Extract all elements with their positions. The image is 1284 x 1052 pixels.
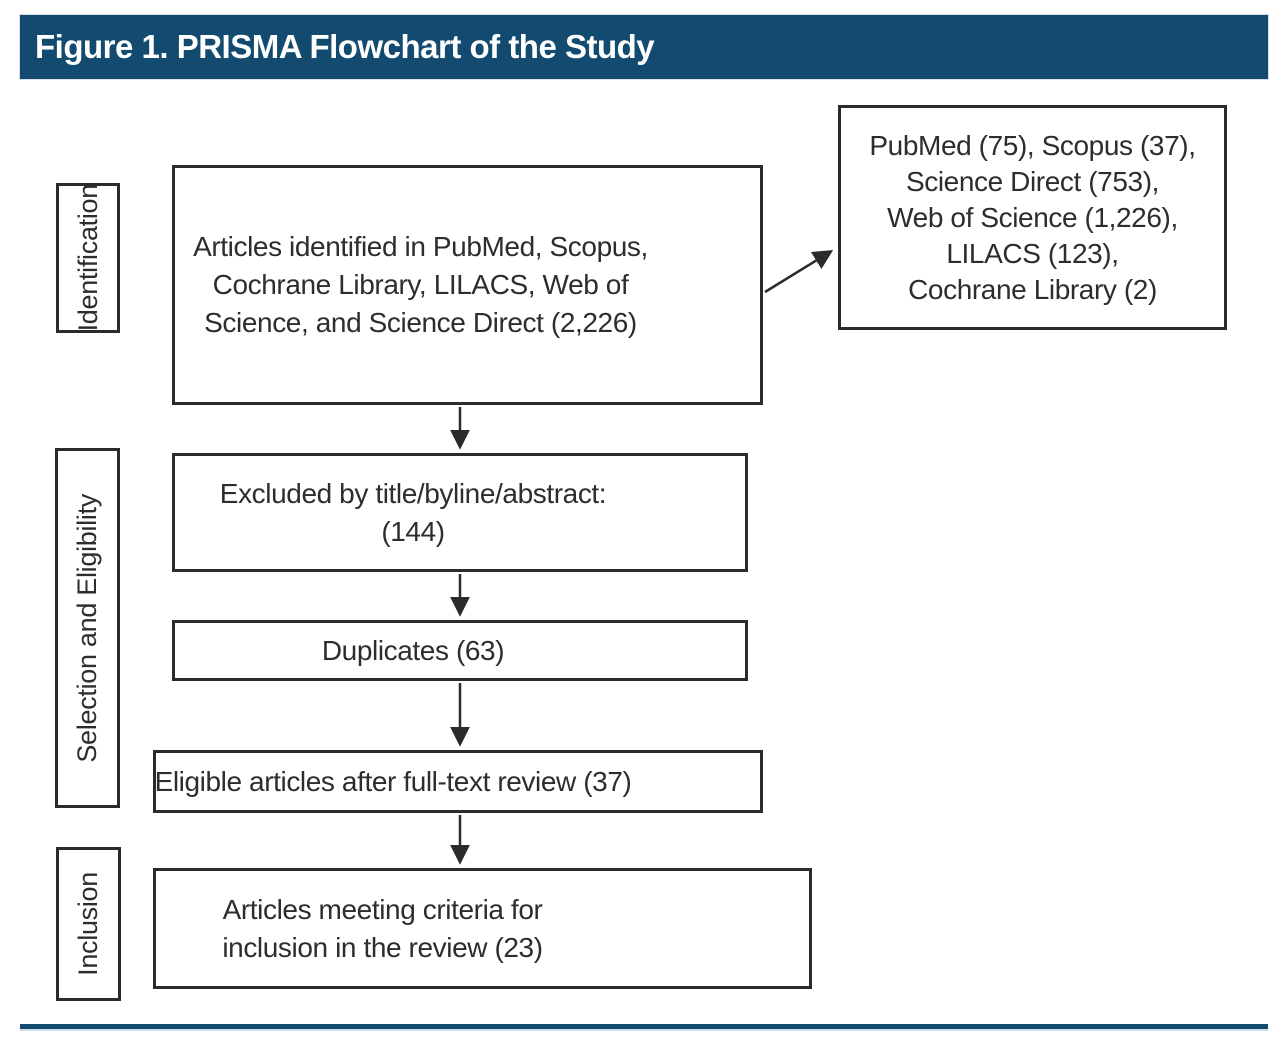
- box-line: Cochrane Library, LILACS, Web of: [212, 269, 629, 300]
- bottom-rule: [20, 1024, 1268, 1031]
- box-line: Excluded by title/byline/abstract:: [219, 477, 607, 509]
- figure-title: Figure 1. PRISMA Flowchart of the Study: [35, 28, 655, 65]
- box-line: PubMed (75), Scopus (37),: [869, 129, 1196, 161]
- box-line: Web of Science (1,226),: [887, 201, 1178, 233]
- flow-box-eligible: [153, 750, 763, 813]
- stage-box-selection-and-eligibility: [55, 448, 120, 808]
- box-line: Articles identified in PubMed, Scopus,: [193, 231, 648, 262]
- stage-box-inclusion: [56, 847, 121, 1001]
- stage-label-selection-and-eligibility: Selection and Eligibility: [72, 493, 102, 763]
- box-line: Eligible articles after full-text review (37): [154, 765, 632, 797]
- box-line: Science, and Science Direct (2,226): [204, 307, 637, 338]
- flow-box-included: [153, 868, 812, 989]
- flow-box-excluded: [172, 453, 748, 572]
- stage-label-identification: Identification: [72, 184, 103, 332]
- figure-title-bar: [20, 15, 1268, 79]
- box-line: (144): [381, 515, 445, 547]
- box-line: Science Direct (753),: [905, 165, 1160, 197]
- box-line: LILACS (123),: [946, 237, 1119, 269]
- box-line: inclusion in the review (23): [222, 931, 543, 963]
- arrow-identified-to-databases: [765, 252, 830, 292]
- box-line: Cochrane Library (2): [908, 273, 1157, 305]
- flow-box-duplicates: [172, 620, 748, 681]
- stage-label-inclusion: Inclusion: [73, 872, 103, 976]
- flow-box-database-counts: [838, 105, 1227, 330]
- box-line: Duplicates (63): [321, 634, 505, 666]
- box-line: Articles meeting criteria for: [222, 893, 543, 925]
- stage-box-identification: [56, 183, 120, 333]
- flow-box-articles-identified: [172, 165, 763, 405]
